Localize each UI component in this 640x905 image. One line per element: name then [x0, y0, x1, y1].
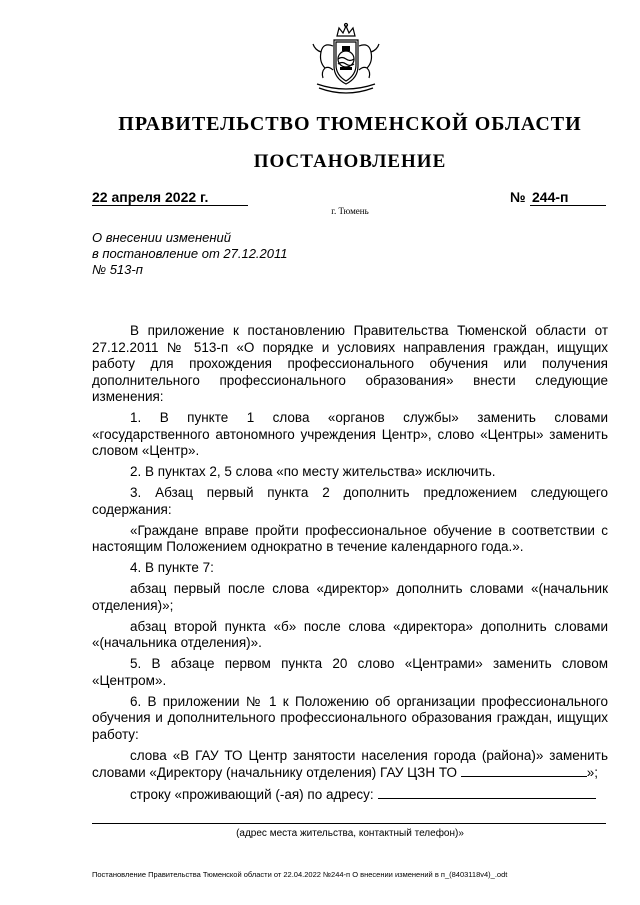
item-6-b-text: строку «проживающий (-ая) по адресу:	[130, 787, 374, 802]
document-footer: Постановление Правительства Тюменской области от 22.04.2022 №244-п О внесении изменений в п_(8403118v4)_.odt	[92, 870, 508, 879]
item-1: 1. В пункте 1 слова «органов службы» заменить словами «государственного автономного учреждения Центр», слово «Центры» заменить словом «Центр».	[92, 410, 608, 458]
subject-line: О внесении изменений	[92, 230, 231, 245]
document-type-title: ПОСТАНОВЛЕНИЕ	[253, 151, 447, 172]
address-hint: (адрес места жительства, контактный телефон)»	[236, 828, 464, 839]
item-6-paragraph-b	[92, 786, 608, 804]
item-6-a-end: »;	[586, 765, 598, 780]
item-4: 4. В пункте 7:	[130, 560, 214, 575]
item-6-paragraph-a	[92, 748, 608, 782]
government-title: ПРАВИТЕЛЬСТВО ТЮМЕНСКОЙ ОБЛАСТИ	[118, 113, 582, 135]
city-label: г. Тюмень	[331, 206, 369, 216]
blank-line	[461, 764, 587, 777]
subject-line: в постановление от 27.12.2011	[92, 246, 288, 261]
intro-paragraph: В приложение к постановлению Правительства Тюменской области от 27.12.2011 № 513-п «О порядке и условиях направления граждан, ищущих работу для прохождения профессионального обучения или получения дополнительного профессионального образования» внести следующие изменения:	[92, 323, 608, 404]
number-sign: №	[510, 189, 526, 205]
item-2: 2. В пунктах 2, 5 слова «по месту жительства» исключить.	[130, 464, 496, 479]
decree-date: 22 апреля 2022 г.	[92, 189, 248, 206]
decree-subject	[92, 230, 288, 278]
item-4-paragraph-b: абзац второй пункта «б» после слова «директора» дополнить словами «(начальника отделения)».	[92, 618, 608, 650]
item-3: 3. Абзац первый пункта 2 дополнить предложением следующего содержания:	[92, 485, 608, 517]
item-6-a-text: слова «В ГАУ ТО Центр занятости населения города (района)» заменить словами «Директору (начальнику отделения) ГАУ ЦЗН ТО	[92, 747, 608, 780]
item-5: 5. В абзаце первом пункта 20 слово «Центрами» заменить словом «Центром».	[92, 656, 608, 688]
decree-body	[92, 323, 608, 808]
item-6: 6. В приложении № 1 к Положению об организации профессионального обучения и дополнительного профессионального образования граждан, ищущих работу:	[92, 693, 608, 742]
subject-line: № 513-п	[92, 262, 143, 277]
address-blank-line	[378, 786, 596, 799]
decree-number: 244-п	[530, 189, 606, 206]
item-4-paragraph-a: абзац первый после слова «директор» дополнить словами «(начальник отделения)»;	[92, 581, 608, 613]
address-full-line	[92, 823, 606, 824]
coat-of-arms-emblem	[307, 22, 385, 98]
item-3-quote: «Граждане вправе пройти профессиональное обучение в соответствии с настоящим Положением однократно в течение календарного года.».	[92, 522, 608, 554]
